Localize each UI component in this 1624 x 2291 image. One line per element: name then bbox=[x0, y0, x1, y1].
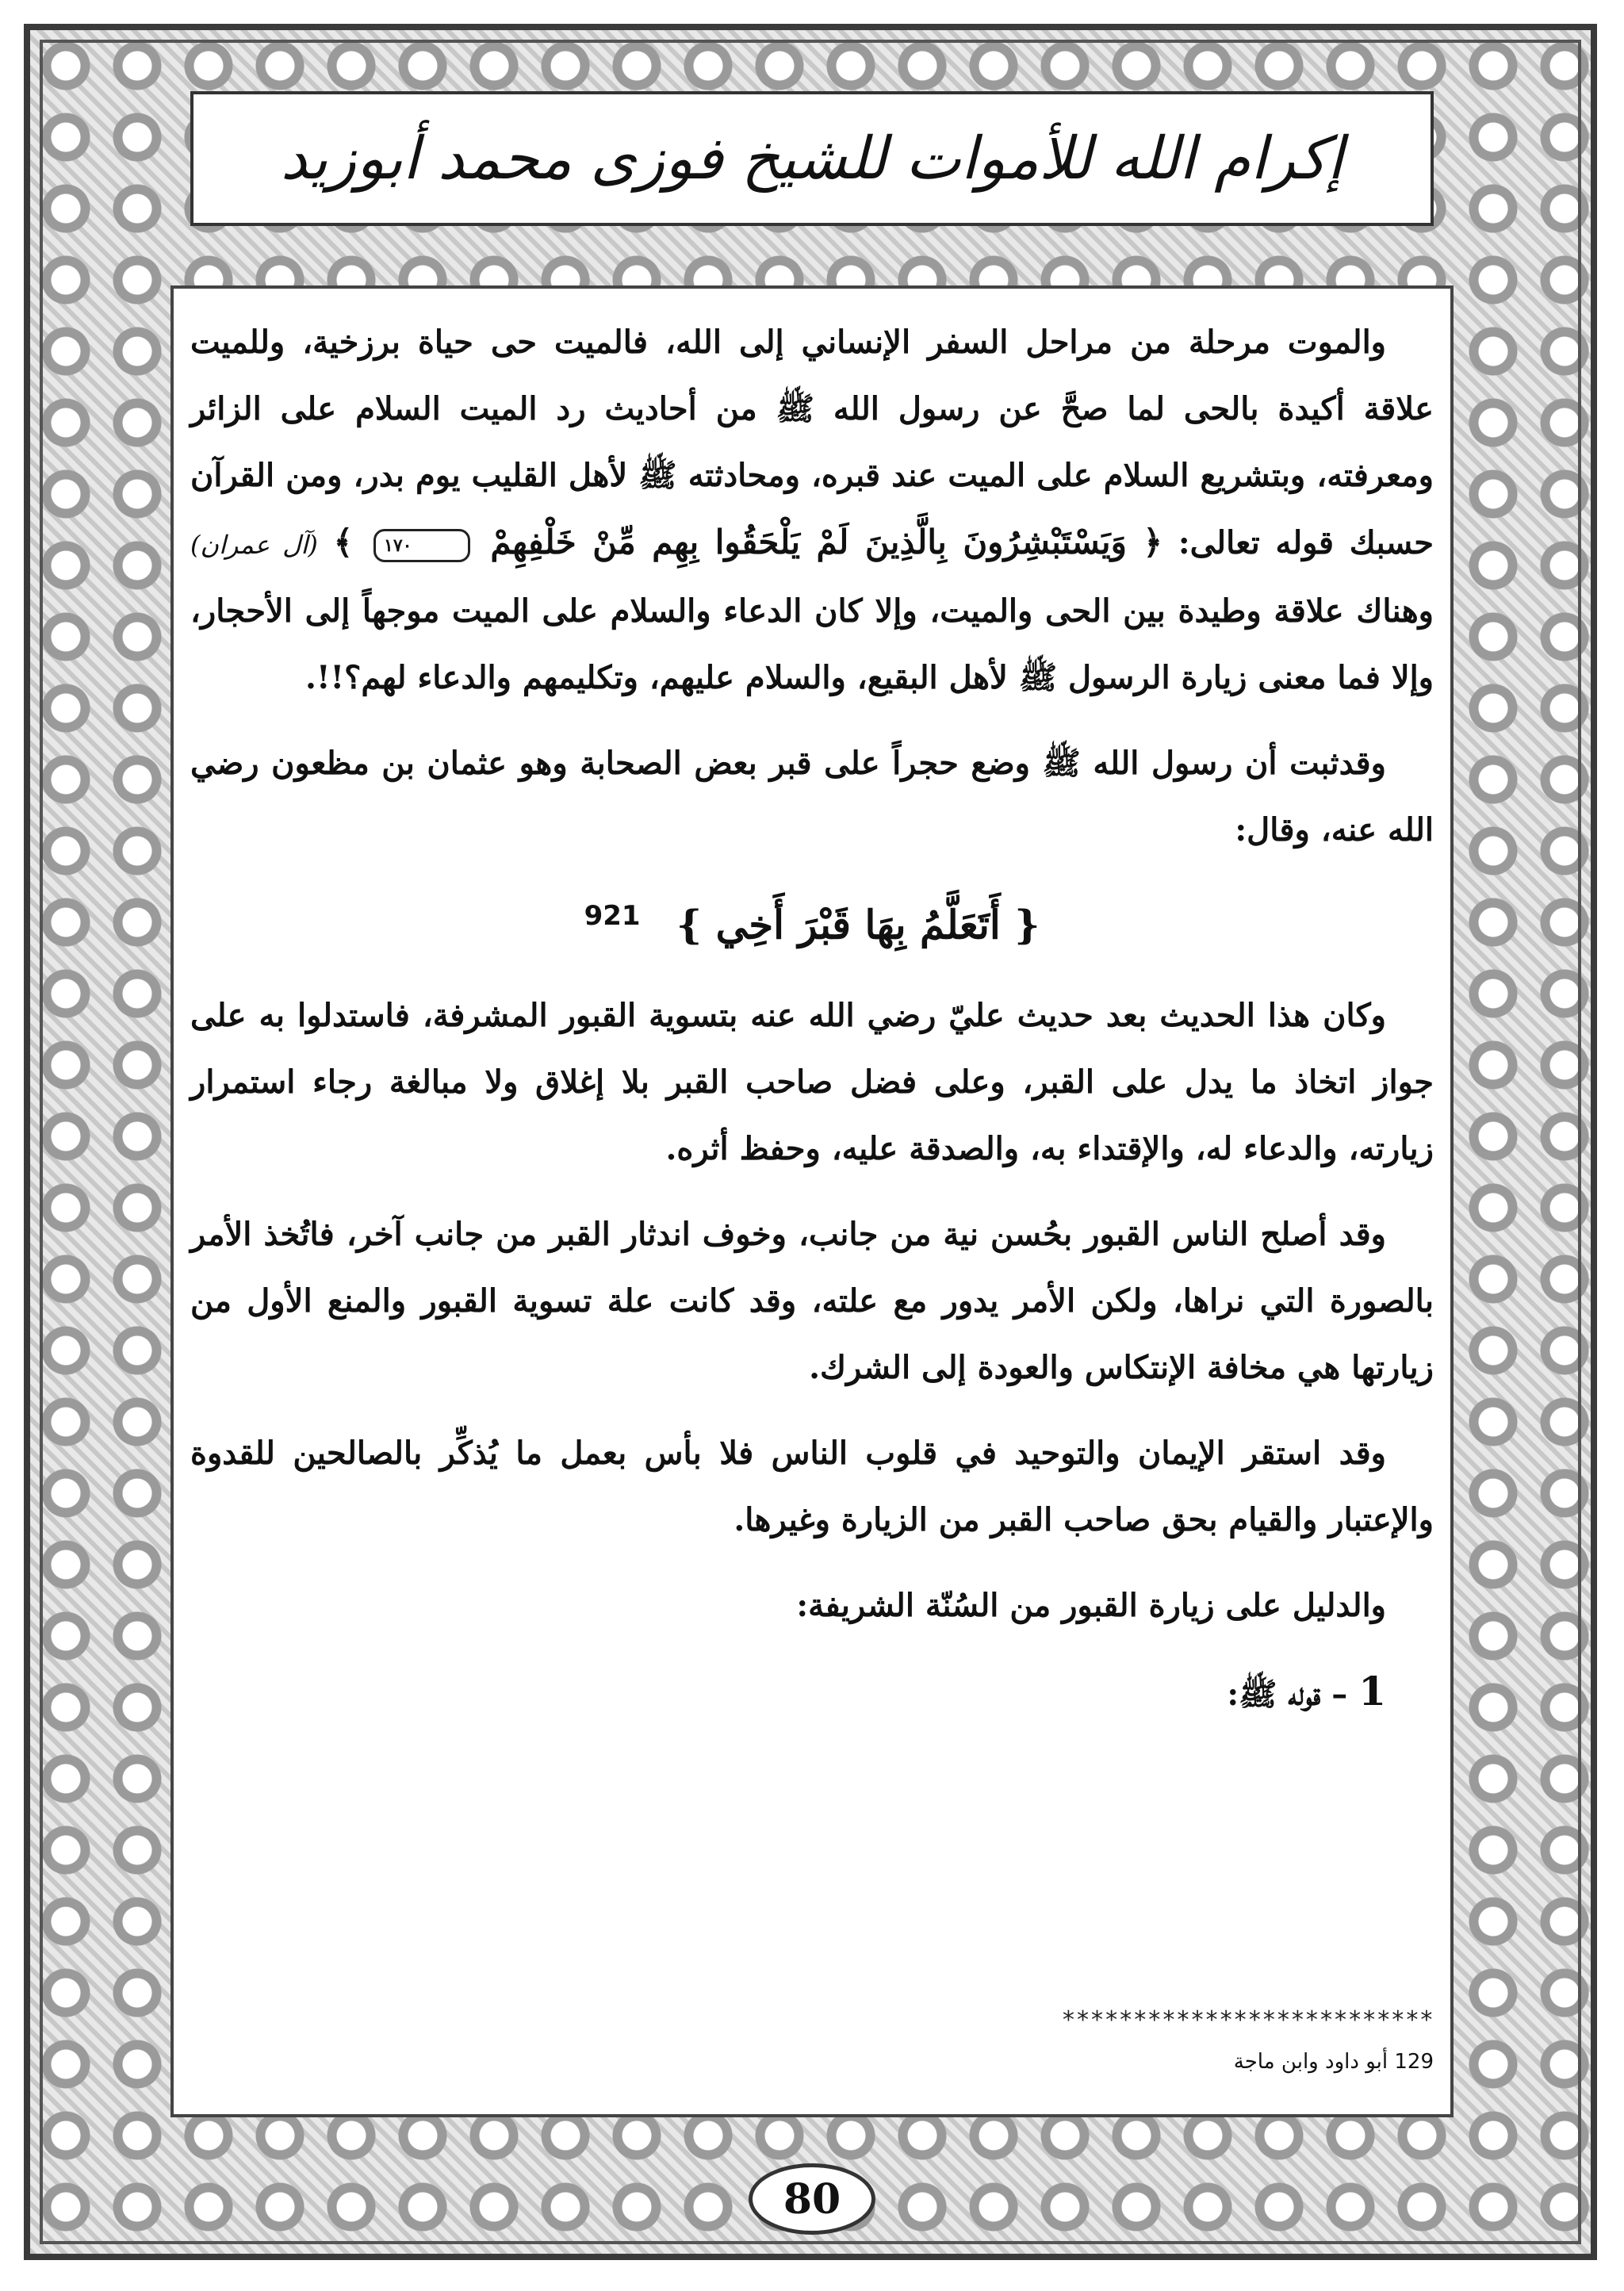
paragraph-1-continuation: وهناك علاقة وطيدة بين الحى والميت، وإلا كان الدعاء والسلام على الميت موجهاً إلى الأحجار، وإلا فما معنى زيارة الرسول ﷺ لأهل البقيع، والسلام عليهم، وتكليمهم والدعاء لهم؟!!. bbox=[190, 592, 1434, 696]
quran-verse: ﴿ وَيَسْتَبْشِرُونَ بِالَّذِينَ لَمْ يَلْحَقُوا بِهِم مِّنْ خَلْفِهِمْ bbox=[490, 523, 1162, 561]
list-item-1 bbox=[190, 1658, 1434, 1728]
page-title: إكرام الله للأموات للشيخ فوزى محمد أبوزيد bbox=[280, 125, 1344, 193]
list-item-text: – قوله ﷺ: bbox=[1227, 1675, 1348, 1713]
paragraph-3 bbox=[190, 983, 1434, 1182]
surah-name: (آل عمران) bbox=[190, 530, 318, 560]
paragraph-2-text: وقدثبت أن رسول الله ﷺ وضع حجراً على قبر بعض الصحابة وهو عثمان بن مظعون رضي الله عنه، وقال: bbox=[190, 745, 1434, 849]
paragraph-2 bbox=[190, 730, 1434, 864]
paragraph-5-text: وقد استقر الإيمان والتوحيد في قلوب الناس فلا بأس بعمل ما يُذكِّر بالصالحين للقدوة والإعتبار والقيام بحق صاحب القبر من الزيارة وغيرها. bbox=[190, 1434, 1434, 1538]
paragraph-4 bbox=[190, 1201, 1434, 1401]
paragraph-6-text: والدليل على زيارة القبور من السُنّة الشريفة: bbox=[796, 1586, 1386, 1624]
paragraph-4-text: وقد أصلح الناس القبور بحُسن نية من جانب، وخوف اندثار القبر من جانب آخر، فاتُخذ الأمر بالصورة التي نراها، ولكن الأمر يدور مع علته، وقد كانت علة تسوية القبور والمنع الأول من زيارتها هي مخافة الإنتكاس والعودة إلى الشرك. bbox=[190, 1215, 1434, 1386]
quran-verse-close: ﴾ bbox=[333, 523, 354, 561]
footnote: 129 أبو داود وابن ماجة bbox=[1233, 2050, 1434, 2074]
paragraph-3-text: وكان هذا الحديث بعد حديث عليّ رضي الله عنه بتسوية القبور المشرفة، فاستدلوا به على جواز اتخاذ ما يدل على القبر، وعلى فضل صاحب القبر بلا إغلاق ولا مبالغة رجاء استمرار زيارته، والدعاء له، والإقتداء به، والصدقة عليه، وحفظ أثره. bbox=[190, 996, 1434, 1167]
footnote-separator: ************************** bbox=[1061, 2006, 1434, 2034]
paragraph-1 bbox=[190, 309, 1434, 711]
paragraph-1-text: والموت مرحلة من مراحل السفر الإنساني إلى الله، فالميت حى حياة برزخية، وللميت علاقة أكيدة بالحى لما صحَّ عن رسول الله ﷺ من أحاديث رد الميت السلام على الزائر ومعرفته، وبتشريع السلام على الميت عند قبره، ومحادثته ﷺ لأهل القليب يوم بدر، ومن القرآن حسبك قوله تعالى: bbox=[190, 324, 1434, 561]
list-item-number: 1 bbox=[1358, 1667, 1386, 1714]
verse-number-badge: ١٧٠ bbox=[373, 529, 469, 562]
body-text bbox=[190, 309, 1434, 1744]
paragraph-6 bbox=[190, 1573, 1434, 1639]
paragraph-5 bbox=[190, 1420, 1434, 1554]
page-number: 80 bbox=[783, 2174, 841, 2224]
page-number-oval bbox=[749, 2163, 875, 2235]
hadith-quote bbox=[190, 883, 1434, 959]
title-banner bbox=[190, 91, 1434, 226]
hadith-text: { أَتَعَلَّمُ بِهَا قَبْرَ أَخِي } bbox=[676, 901, 1040, 948]
hadith-footnote-ref: 921 bbox=[584, 900, 641, 932]
